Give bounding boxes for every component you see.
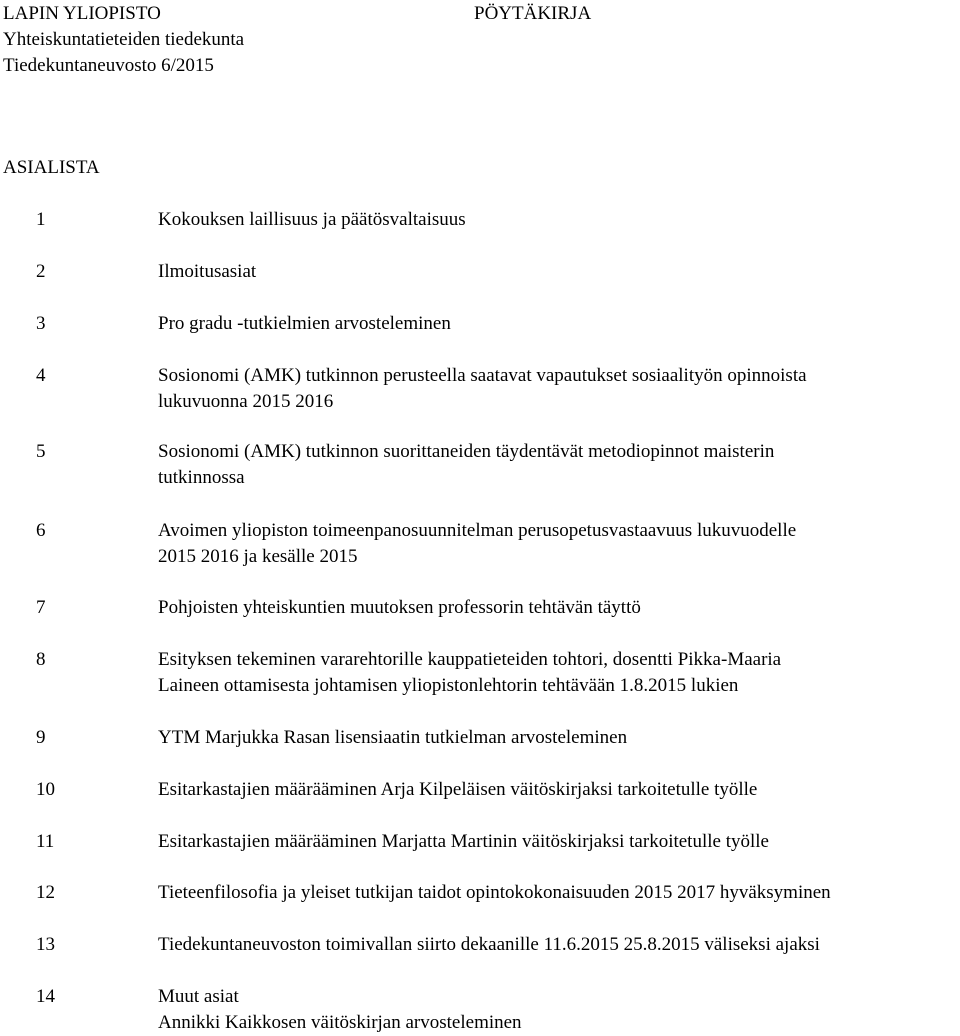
- item-text: [158, 518, 960, 570]
- item-line: Esitarkastajien määrääminen Arja Kilpeläisen väitöskirjaksi tarkoitetulle työlle: [158, 779, 758, 800]
- item-text: [158, 880, 960, 906]
- item-line: Ilmoitusasiat: [158, 261, 257, 282]
- item-number: 2: [36, 261, 46, 282]
- item-line: Tiedekuntaneuvoston toimivallan siirto dekaanille 11.6.2015 25.8.2015 väliseksi ajaksi: [158, 934, 820, 955]
- item-text: [158, 207, 960, 233]
- item-line: lukuvuonna 2015 2016: [158, 391, 334, 412]
- item-number: 1: [36, 209, 46, 230]
- faculty-name: Yhteiskuntatieteiden tiedekunta: [3, 29, 245, 50]
- item-number: 6: [36, 520, 46, 541]
- item-number: 13: [36, 934, 55, 955]
- agenda-title: ASIALISTA: [3, 157, 100, 178]
- item-text: [158, 311, 960, 337]
- item-line: tutkinnossa: [158, 467, 245, 488]
- document-type: PÖYTÄKIRJA: [474, 3, 592, 24]
- item-line: Pohjoisten yhteiskuntien muutoksen professorin tehtävän täyttö: [158, 597, 641, 618]
- item-line: Annikki Kaikkosen väitöskirjan arvosteleminen: [158, 1012, 522, 1033]
- item-text: [158, 932, 960, 958]
- item-line: Sosionomi (AMK) tutkinnon perusteella saatavat vapautukset sosiaalityön opinnoista: [158, 365, 807, 386]
- item-number: 7: [36, 597, 46, 618]
- item-number: 3: [36, 313, 46, 334]
- item-line: Sosionomi (AMK) tutkinnon suorittaneiden täydentävät metodiopinnot maisterin: [158, 441, 775, 462]
- university-name: LAPIN YLIOPISTO: [3, 3, 161, 24]
- council-session: Tiedekuntaneuvosto 6/2015: [3, 55, 214, 76]
- item-line: Esitarkastajien määrääminen Marjatta Martinin väitöskirjaksi tarkoitetulle työlle: [158, 831, 769, 852]
- item-number: 14: [36, 986, 55, 1007]
- item-line: YTM Marjukka Rasan lisensiaatin tutkielman arvosteleminen: [158, 727, 628, 748]
- item-line: Esityksen tekeminen vararehtorille kauppatieteiden tohtori, dosentti Pikka-Maaria: [158, 649, 782, 670]
- item-number: 12: [36, 882, 55, 903]
- item-line: Laineen ottamisesta johtamisen yliopistonlehtorin tehtävään 1.8.2015 lukien: [158, 675, 739, 696]
- item-text: [158, 777, 960, 803]
- item-number: 9: [36, 727, 46, 748]
- item-number: 11: [36, 831, 55, 852]
- item-text: [158, 829, 960, 855]
- item-number: 5: [36, 441, 46, 462]
- item-line: Muut asiat: [158, 986, 239, 1007]
- item-number: 4: [36, 365, 46, 386]
- item-line: 2015 2016 ja kesälle 2015: [158, 546, 358, 567]
- item-text: [158, 595, 960, 621]
- header-left-block: [3, 1, 244, 79]
- item-line: Pro gradu -tutkielmien arvosteleminen: [158, 313, 451, 334]
- item-text: [158, 439, 960, 491]
- item-number: 8: [36, 649, 46, 670]
- item-text: [158, 647, 960, 699]
- item-line: Kokouksen laillisuus ja päätösvaltaisuus: [158, 209, 466, 230]
- item-number: 10: [36, 779, 55, 800]
- item-line: Avoimen yliopiston toimeenpanosuunnitelman perusopetusvastaavuus lukuvuodelle: [158, 520, 797, 541]
- item-text: [158, 363, 960, 415]
- item-text: [158, 984, 960, 1036]
- item-line: Tieteenfilosofia ja yleiset tutkijan taidot opintokokonaisuuden 2015 2017 hyväksyminen: [158, 882, 831, 903]
- item-text: [158, 725, 960, 751]
- item-text: [158, 259, 960, 285]
